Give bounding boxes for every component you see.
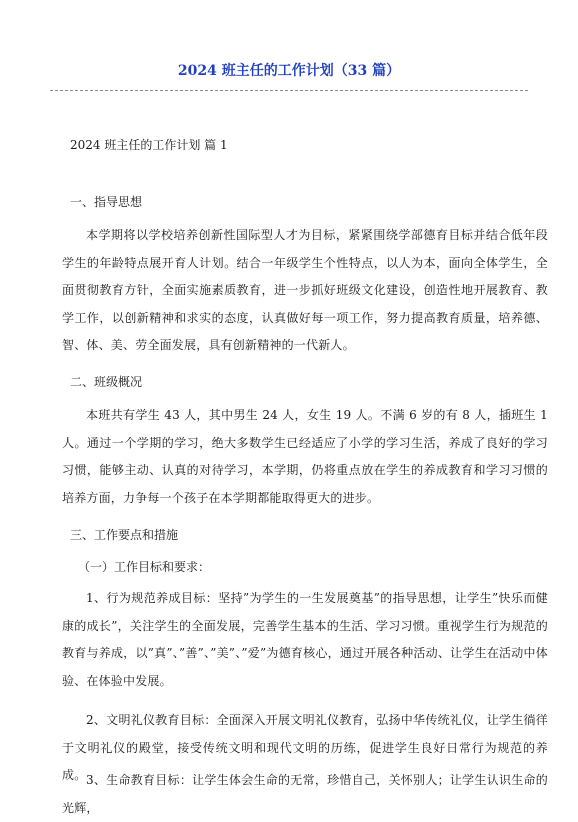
subheading-goals: （一）工作目标和要求：: [78, 560, 211, 574]
paragraph-class-overview: 本班共有学生 43 人，其中男生 24 人，女生 19 人。不满 6 岁的有 8 人，插班生 1 人。通过一个学期的学习，绝大多数学生已经适应了小学的学习生活，养成了良好的学习习惯，能够主动、认真的对待学习，本学期，仍将重点放在学生的养成教育和学习习惯的培养方面，力争每一个孩子在本学期都能取得更大的进步。: [62, 408, 548, 505]
paragraph-behavior-goal: 1、行为规范养成目标：坚持”为学生的一生发展奠基”的指导思想，让学生”快乐而健康的成长”，关注学生的全面发展，完善学生基本的生活、学习习惯。重视学生行为规范的教育与养成，以”真”、”善”、”美”、”爱”为德育核心，通过开展各种活动、让学生在活动中体验、在体验中发展。: [62, 591, 548, 688]
title-divider: [50, 90, 528, 91]
heading-guiding-ideology: 一、指导思想: [70, 195, 143, 209]
paragraph-life-education-goal: 3、生命教育目标：让学生体会生命的无常，珍惜自己，关怀别人；让学生认识生命的光辉，: [62, 773, 548, 815]
heading-work-points: 三、工作要点和措施: [70, 528, 179, 542]
paragraph-etiquette-goal: 2、文明礼仪教育目标：全面深入开展文明礼仪教育，弘扬中华传统礼仪，让学生徜徉于文明礼仪的殿堂，接受传统文明和现代文明的历练，促进学生良好日常行为规范的养成。: [62, 713, 548, 782]
heading-class-overview: 二、班级概况: [70, 375, 143, 389]
section-heading: 2024 班主任的工作计划 篇 1: [70, 138, 228, 152]
paragraph-guiding-ideology: 本学期将以学校培养创新性国际型人才为目标，紧紧围绕学部德育目标并结合低年段学生的年龄特点展开育人计划。结合一年级学生个性特点，以人为本，面向全体学生，全面贯彻教育方针，全面实施素质教育，进一步抓好班级文化建设，创造性地开展教育、教学工作，以创新精神和求实的态度，认真做好每一项工作，努力提高教育质量，培养德、智、体、美、劳全面发展，具有创新精神的一代新人。: [62, 228, 548, 352]
document-title: 2024 班主任的工作计划（33 篇）: [177, 63, 401, 79]
